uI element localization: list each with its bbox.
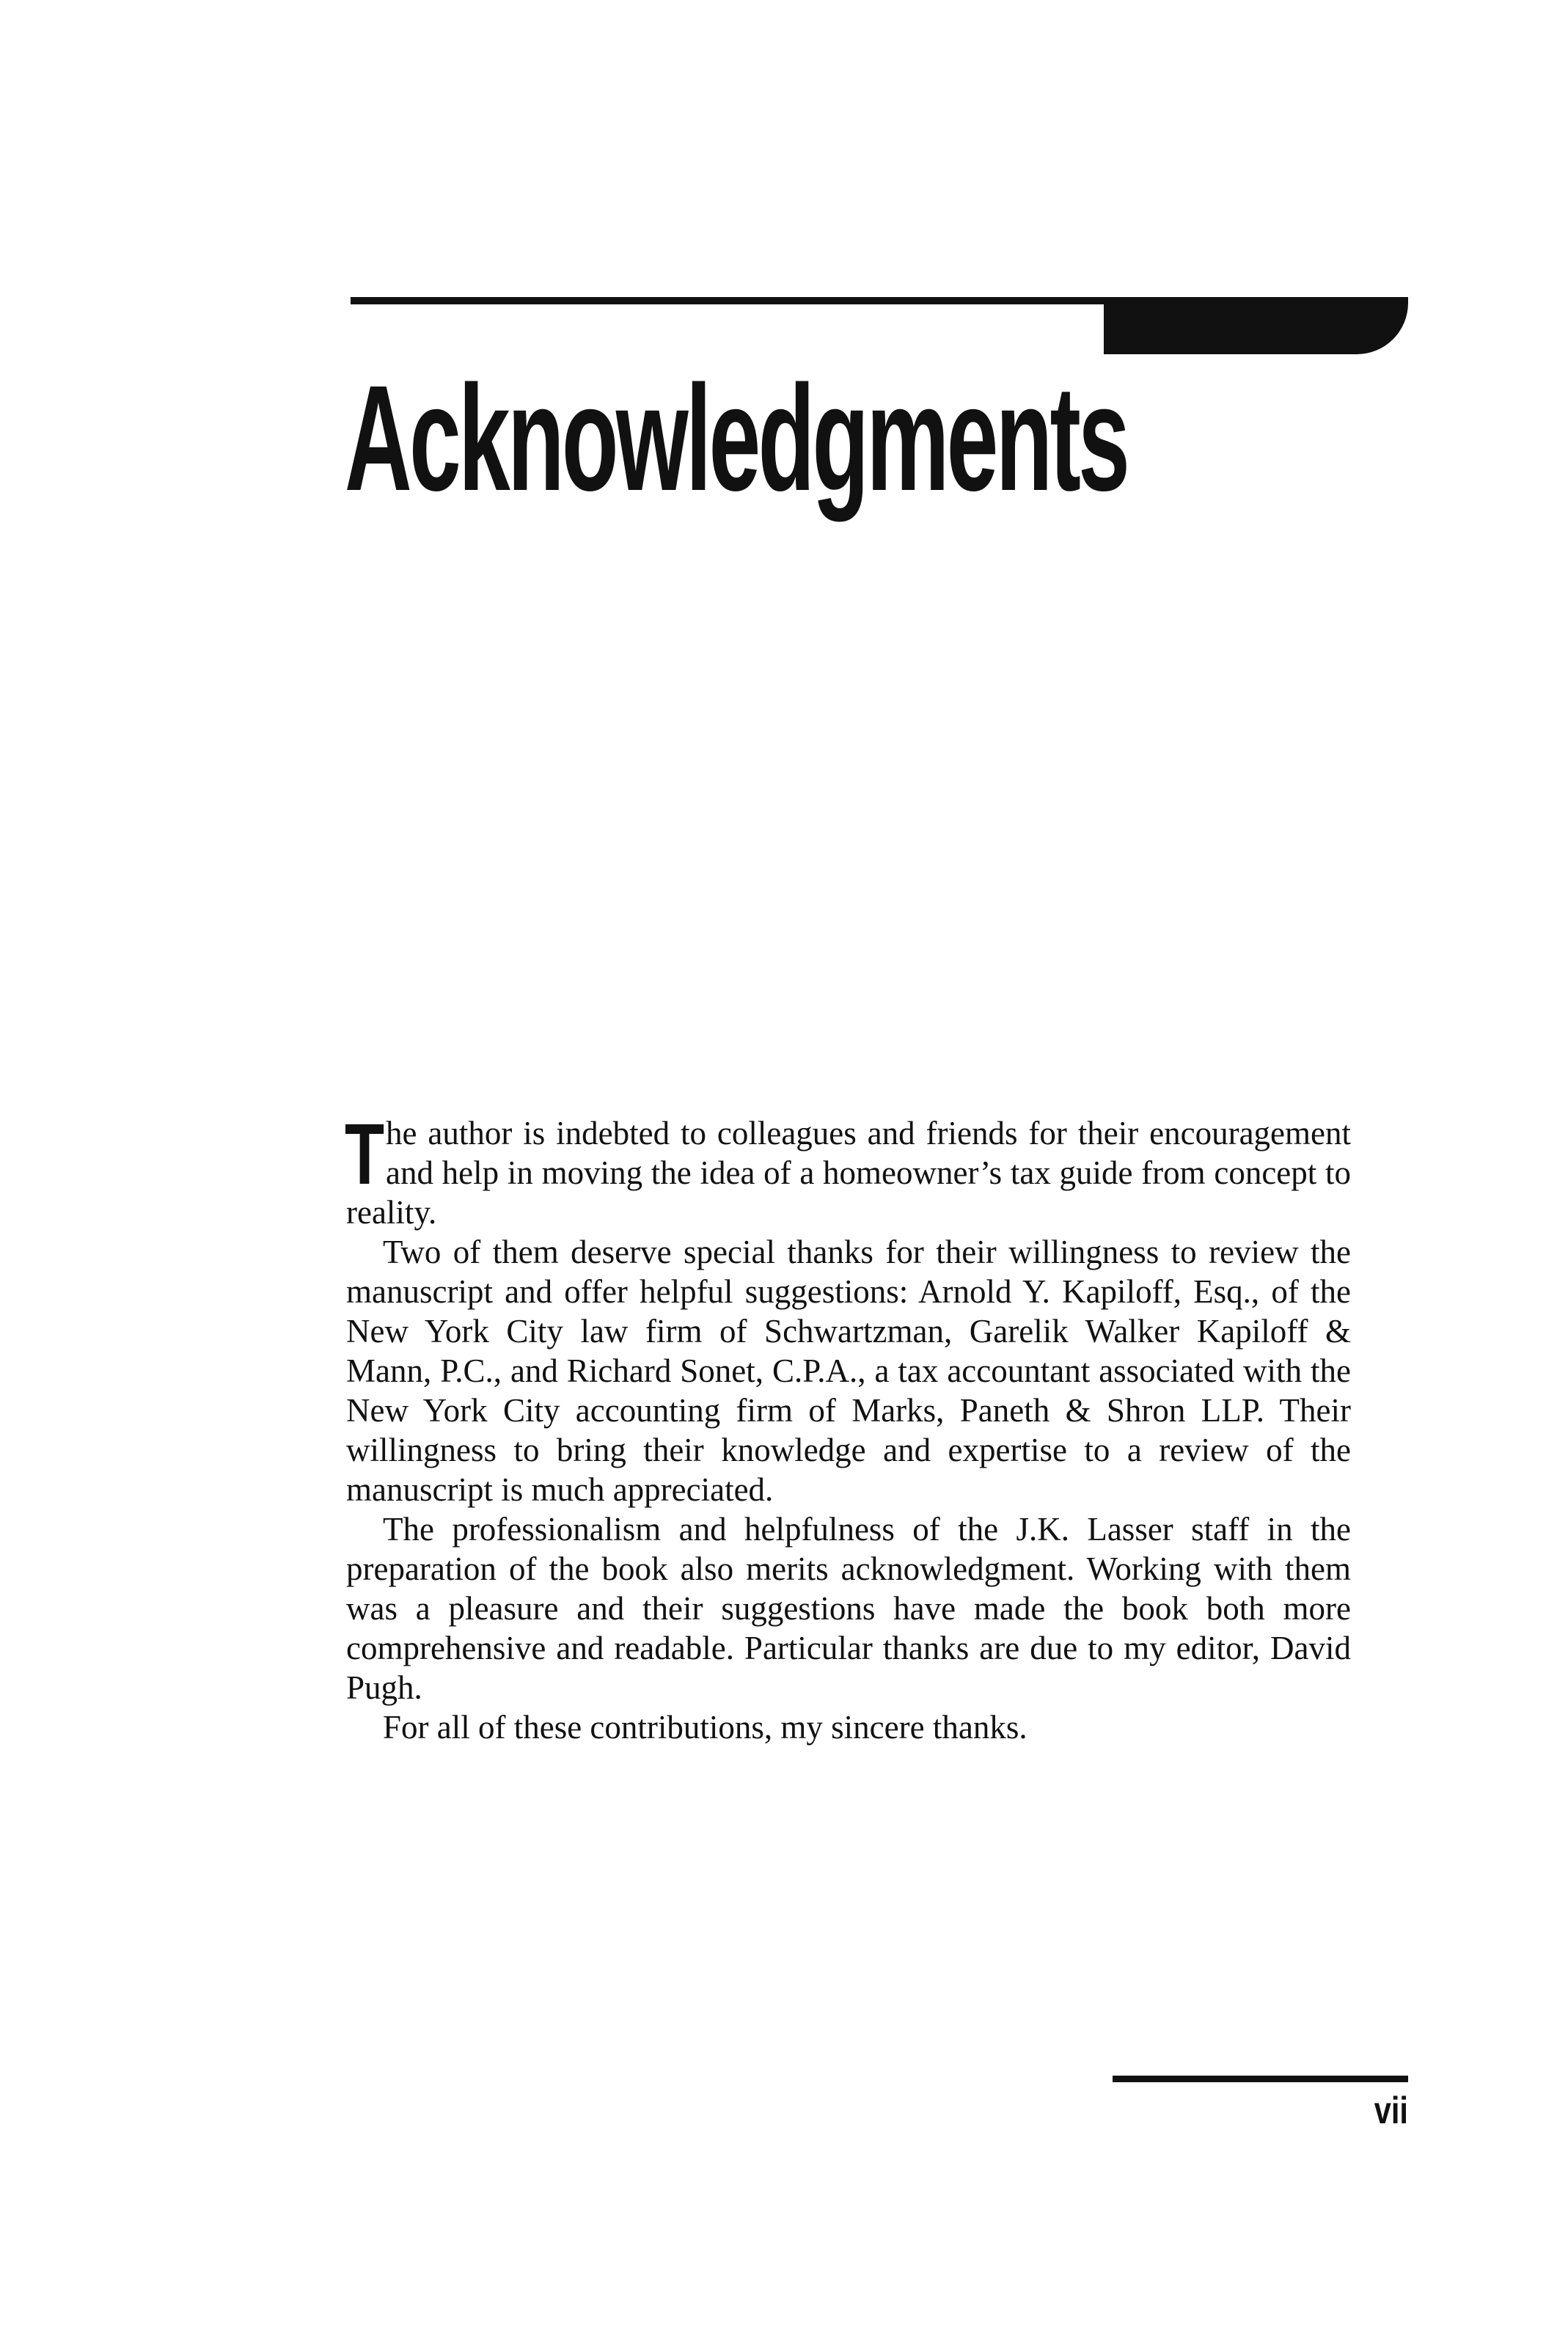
page-number: vii (1374, 2090, 1408, 2132)
paragraph-4: For all of these contributions, my sincere thanks. (383, 1709, 1027, 1746)
drop-cap: T (345, 1106, 385, 1203)
footer-rule (1113, 2076, 1408, 2082)
paragraph-3: The professionalism and helpfulness of the J.K. Lasser staff in the preparation of the book also merits acknowledgment. Working with them was a pleasure and their suggestions have made the book both more comprehensive and readable. Particular thanks are due to my editor, David Pugh. (346, 1511, 1351, 1706)
body-text (345, 1106, 1351, 1747)
paragraph-1 (345, 1106, 1351, 1232)
chapter-corner-tab (1104, 297, 1408, 354)
paragraph-2: Two of them deserve special thanks for their willingness to review the manuscript and offer helpful suggestions: Arnold Y. Kapiloff, Esq., of the New York City law firm of Schwartzman, Garelik Walker Kapiloff & Mann, P.C., and Richard Sonet, C.P.A., a tax accountant associated with the New York City accounting firm of Marks, Paneth & Shron LLP. Their willingness to bring their knowledge and expertise to a review of the manuscript is much appreciated. (346, 1234, 1351, 1508)
paragraph-1-text: he author is indebted to colleagues and friends for their encouragement and help in moving the idea of a homeowner’s tax guide from concept to reality. (346, 1115, 1351, 1231)
chapter-title: Acknowledgments (345, 354, 1128, 522)
